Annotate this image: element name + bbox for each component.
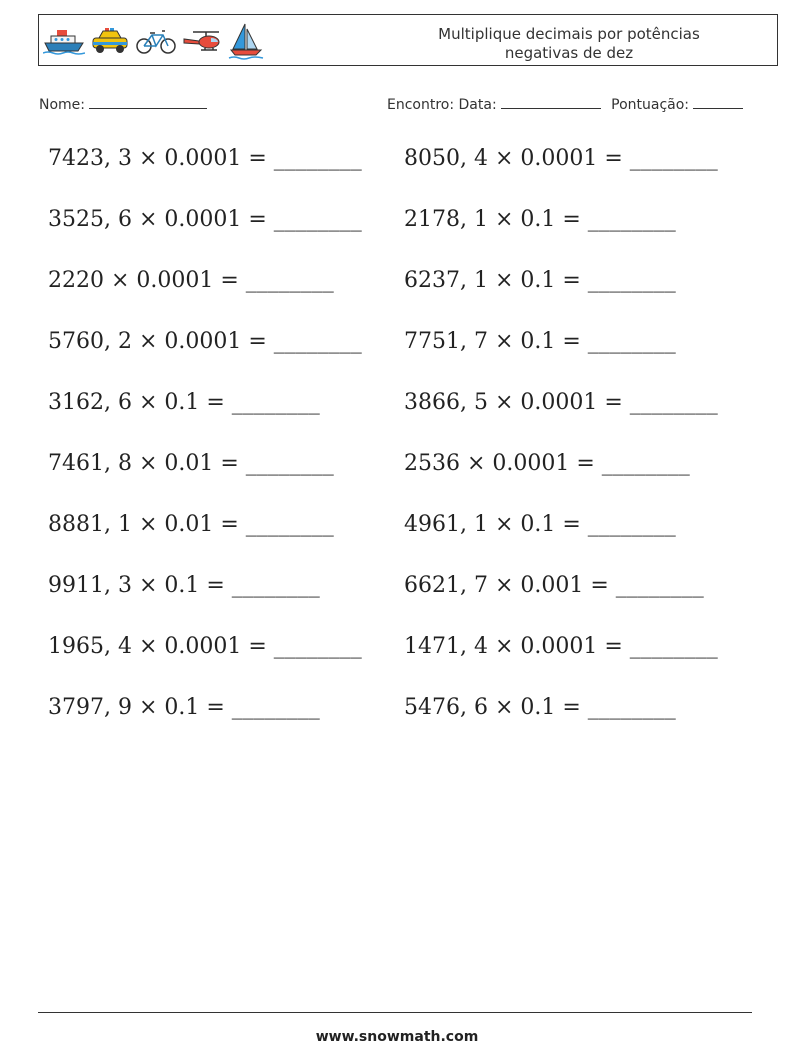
- problem-item: 2178, 1 × 0.1 = ________: [404, 207, 676, 232]
- footer-url[interactable]: www.snowmath.com: [315, 1029, 479, 1045]
- problem-item: 3162, 6 × 0.1 = ________: [48, 390, 320, 415]
- problem-row: [48, 146, 768, 207]
- problem-item: 9911, 3 × 0.1 = ________: [48, 573, 320, 598]
- problem-item: 5476, 6 × 0.1 = ________: [404, 695, 676, 720]
- worksheet-header: [38, 14, 778, 66]
- problem-item: 1471, 4 × 0.0001 = ________: [404, 634, 718, 659]
- problem-row: [48, 390, 768, 451]
- problem-item: 5760, 2 × 0.0001 = ________: [48, 329, 362, 354]
- problem-item: 2536 × 0.0001 = ________: [404, 451, 690, 476]
- title-line-2: negativas de dez: [504, 44, 634, 62]
- problem-item: 3525, 6 × 0.0001 = ________: [48, 207, 362, 232]
- problem-item: 6237, 1 × 0.1 = ________: [404, 268, 676, 293]
- name-field: [39, 94, 207, 113]
- problem-item: 6621, 7 × 0.001 = ________: [404, 573, 704, 598]
- problem-row: [48, 512, 768, 573]
- helicopter-icon: [181, 26, 223, 56]
- problem-item: 7461, 8 × 0.01 = ________: [48, 451, 334, 476]
- score-blank[interactable]: [693, 94, 743, 109]
- problem-row: [48, 268, 768, 329]
- worksheet-title: [409, 25, 729, 63]
- name-blank[interactable]: [89, 94, 207, 109]
- title-line-1: Multiplique decimais por potências: [438, 25, 700, 43]
- encounter-label: Encontro: Data:: [387, 97, 497, 113]
- problem-item: 2220 × 0.0001 = ________: [48, 268, 334, 293]
- problem-item: 7751, 7 × 0.1 = ________: [404, 329, 676, 354]
- problem-row: [48, 634, 768, 695]
- problem-item: 3797, 9 × 0.1 = ________: [48, 695, 320, 720]
- problem-item: 3866, 5 × 0.0001 = ________: [404, 390, 718, 415]
- header-icons: [43, 19, 265, 63]
- problem-row: [48, 695, 768, 756]
- problem-item: 1965, 4 × 0.0001 = ________: [48, 634, 362, 659]
- ship-icon: [43, 26, 85, 56]
- bicycle-icon: [135, 26, 177, 56]
- date-blank[interactable]: [501, 94, 601, 109]
- problem-row: [48, 329, 768, 390]
- footer-divider: [38, 1012, 752, 1013]
- problem-grid: [48, 146, 768, 756]
- problem-row: [48, 207, 768, 268]
- problem-item: 8881, 1 × 0.01 = ________: [48, 512, 334, 537]
- name-label: Nome:: [39, 97, 86, 113]
- police-car-icon: [89, 26, 131, 56]
- problem-row: [48, 451, 768, 512]
- problem-item: 8050, 4 × 0.0001 = ________: [404, 146, 718, 171]
- encounter-score-field: [387, 94, 743, 113]
- score-label: Pontuação:: [611, 97, 690, 113]
- problem-row: [48, 573, 768, 634]
- sailboat-icon: [227, 21, 265, 61]
- problem-item: 4961, 1 × 0.1 = ________: [404, 512, 676, 537]
- problem-item: 7423, 3 × 0.0001 = ________: [48, 146, 362, 171]
